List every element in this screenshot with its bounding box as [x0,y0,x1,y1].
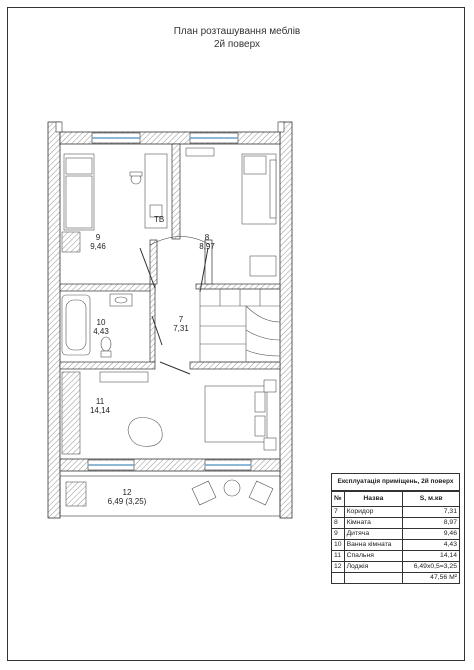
row-area: 9,46 [403,529,460,540]
room-8-number: 8 [204,233,210,242]
total-area: 47,56 М² [403,573,460,584]
plan-title: План розташування меблів [173,26,301,37]
schedule-caption: Експлуатація приміщень, 2й поверх [331,473,460,491]
room-11-area: 14,14 [89,406,111,415]
room-9-furniture [62,154,167,252]
total-row [332,573,460,584]
room-9-area: 9,46 [90,242,106,251]
row-area: 7,31 [403,507,460,518]
table-row [332,562,460,573]
row-area: 14,14 [403,551,460,562]
header-no: № [332,492,345,507]
row-name: Коридор [344,507,403,518]
row-name: Ванна кімната [344,540,403,551]
schedule-table [331,491,460,584]
row-no: 12 [332,562,345,573]
table-row [332,540,460,551]
row-area: 6,49х0,5=3,25 [403,562,460,573]
room-11-number: 11 [95,397,105,406]
staircase [200,289,280,362]
floor-subtitle: 2й поверх [213,39,261,50]
table-row [332,551,460,562]
row-area: 8,97 [403,518,460,529]
header-area: S, м.кв [403,492,460,507]
table-row [332,529,460,540]
room-12-area: 6,49 (3,25) [107,497,147,506]
room-12-number: 12 [122,488,132,497]
header-name: Назва [344,492,403,507]
room-7-number: 7 [178,315,184,324]
room-8-area: 8,97 [199,242,215,251]
room-7-area: 7,31 [173,324,189,333]
loggia-furniture [60,476,280,516]
row-no: 11 [332,551,345,562]
tv-label: ТВ [154,215,165,224]
row-no: 7 [332,507,345,518]
table-row [332,507,460,518]
row-area: 4,43 [403,540,460,551]
row-no: 8 [332,518,345,529]
row-name: Дитяча [344,529,403,540]
total-no-blank [332,573,345,584]
room-8-furniture [186,148,276,276]
room-9-number: 9 [95,233,101,242]
table-row [332,518,460,529]
row-name: Спальня [344,551,403,562]
row-no: 10 [332,540,345,551]
row-no: 9 [332,529,345,540]
row-name: Кімната [344,518,403,529]
total-name-blank [344,573,403,584]
room-schedule [331,473,460,584]
row-name: Лоджія [344,562,403,573]
table-header-row [332,492,460,507]
room-10-number: 10 [96,318,106,327]
room-10-area: 4,43 [93,327,109,336]
